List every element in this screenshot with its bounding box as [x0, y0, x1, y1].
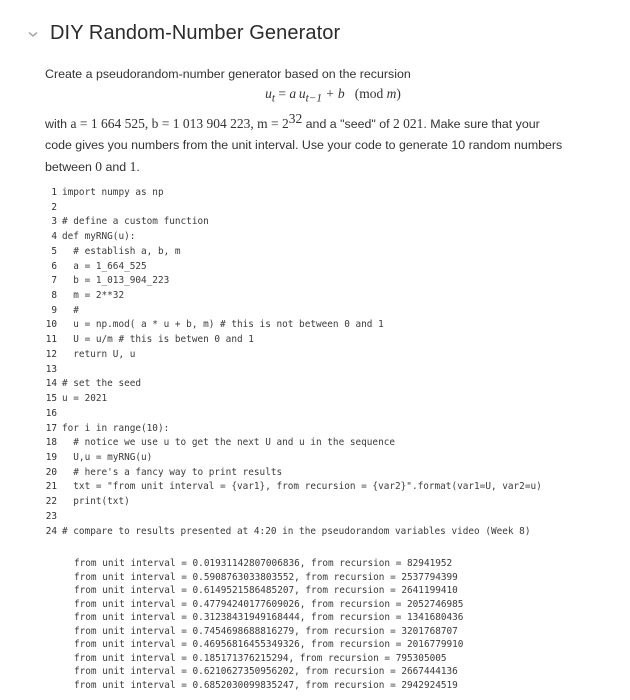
code-line[interactable]: [43, 510, 623, 525]
code-text[interactable]: #: [62, 304, 79, 316]
code-line[interactable]: [43, 201, 623, 216]
code-text[interactable]: b = 1_013_904_223: [62, 275, 170, 287]
line-number: 20: [45, 466, 57, 478]
code-text[interactable]: u = 2021: [62, 393, 108, 405]
code-text[interactable]: # here's a fancy way to print results: [62, 466, 283, 478]
output-line: from unit interval = 0.31238431949168444, from recursion = 1341680436: [74, 612, 464, 623]
code-line[interactable]: [43, 274, 623, 289]
code-cell[interactable]: [43, 186, 623, 539]
code-text[interactable]: a = 1_664_525: [62, 260, 147, 272]
line-number: 12: [45, 348, 57, 360]
output-line: from unit interval = 0.46956816455349326, from recursion = 2016779910: [74, 639, 464, 650]
line-number: 4: [51, 231, 57, 243]
code-line[interactable]: [43, 318, 623, 333]
line-number: 14: [45, 378, 57, 390]
parameters-text: with a = 1 664 525, b = 1 013 904 223, $m = 2^{32}$ and a "seed" of 2 021. Make sure that your: [45, 110, 540, 131]
code-line[interactable]: [43, 333, 623, 348]
instructions-text-end: between 0 and 1.: [45, 158, 140, 174]
code-text[interactable]: # define a custom function: [62, 216, 209, 228]
code-line[interactable]: [43, 495, 623, 510]
line-number: 21: [45, 481, 57, 493]
recursion-formula: $u_t = a$ $u_{t-1} + b$ (mod m): [265, 86, 401, 105]
chevron-down-icon[interactable]: [26, 27, 40, 41]
intro-text: Create a pseudorandom-number generator based on the recursion: [45, 67, 411, 81]
line-number: 10: [45, 319, 57, 331]
line-number: 23: [45, 510, 57, 522]
code-line[interactable]: [43, 466, 623, 481]
code-line[interactable]: [43, 480, 623, 495]
line-number: 5: [51, 245, 57, 257]
line-number: 3: [51, 216, 57, 228]
code-text[interactable]: import numpy as np: [62, 187, 164, 198]
code-line[interactable]: [43, 245, 623, 260]
code-line[interactable]: [43, 407, 623, 422]
section-header[interactable]: [26, 22, 340, 45]
code-text[interactable]: u = np.mod( a * u + b, m) # this is not between 0 and 1: [62, 319, 384, 331]
code-text[interactable]: print(txt): [62, 496, 130, 508]
output-line: from unit interval = 0.5908763033803552, from recursion = 2537794399: [74, 571, 458, 583]
code-text[interactable]: # establish a, b, m: [62, 245, 181, 257]
code-line[interactable]: [43, 377, 623, 392]
code-line[interactable]: [43, 525, 623, 540]
code-text[interactable]: # set the seed: [62, 378, 142, 390]
code-text[interactable]: # notice we use u to get the next U and u in the sequence: [62, 437, 396, 449]
line-number: 22: [45, 496, 57, 508]
code-line[interactable]: [43, 348, 623, 363]
output-line: from unit interval = 0.47794240177609026, from recursion = 2052746985: [74, 598, 464, 610]
output-line: from unit interval = 0.6210627350956202, from recursion = 2667444136: [74, 666, 458, 677]
instructions-text: code gives you numbers from the unit interval. Use your code to generate 10 random numbers: [45, 137, 563, 152]
line-number: 13: [45, 363, 57, 375]
line-number: 15: [45, 393, 57, 405]
code-text[interactable]: U,u = myRNG(u): [62, 451, 153, 463]
code-text[interactable]: txt = "from unit interval = {var1}, from recursion = {var2}".format(var1=U, var2=u): [62, 481, 542, 493]
code-line[interactable]: [43, 451, 623, 466]
section-title: DIY Random-Number Generator: [50, 22, 341, 44]
code-text[interactable]: m = 2**32: [62, 290, 125, 302]
markdown-cell: [45, 64, 585, 178]
code-text[interactable]: def myRNG(u):: [62, 231, 136, 243]
output-line: from unit interval = 0.7454698688816279, from recursion = 3201768707: [74, 625, 458, 637]
code-text[interactable]: return U, u: [62, 348, 136, 360]
output-line: from unit interval = 0.01931142807006836, from recursion = 82941952: [74, 558, 453, 569]
line-number: 1: [51, 187, 57, 198]
output-line: from unit interval = 0.185171376215294, from recursion = 795305005: [74, 652, 447, 664]
code-line[interactable]: [43, 289, 623, 304]
cell-output: [74, 557, 594, 692]
line-number: 2: [51, 201, 57, 213]
code-line[interactable]: [43, 260, 623, 275]
code-text[interactable]: for i in range(10):: [62, 422, 170, 434]
line-number: 19: [45, 451, 57, 463]
code-line[interactable]: [43, 186, 623, 201]
line-number: 18: [45, 437, 57, 449]
code-line[interactable]: [43, 215, 623, 230]
output-line: from unit interval = 0.6852030099835247, from recursion = 2942924519: [74, 679, 458, 691]
code-text[interactable]: # compare to results presented at 4:20 in the pseudorandom variables video (Week 8): [62, 525, 531, 537]
code-line[interactable]: [43, 304, 623, 319]
code-line[interactable]: [43, 422, 623, 437]
line-number: 24: [45, 525, 57, 537]
line-number: 16: [45, 407, 57, 419]
output-line: from unit interval = 0.6149521586485207, from recursion = 2641199410: [74, 585, 458, 596]
line-number: 9: [51, 304, 57, 316]
line-number: 8: [51, 290, 57, 302]
code-line[interactable]: [43, 392, 623, 407]
line-number: 17: [45, 422, 57, 434]
line-number: 11: [45, 334, 57, 346]
line-number: 6: [51, 260, 57, 272]
code-line[interactable]: [43, 230, 623, 245]
code-line[interactable]: [43, 363, 623, 378]
line-number: 7: [51, 275, 57, 287]
code-text[interactable]: U = u/m # this is betwen 0 and 1: [62, 334, 254, 346]
code-line[interactable]: [43, 436, 623, 451]
